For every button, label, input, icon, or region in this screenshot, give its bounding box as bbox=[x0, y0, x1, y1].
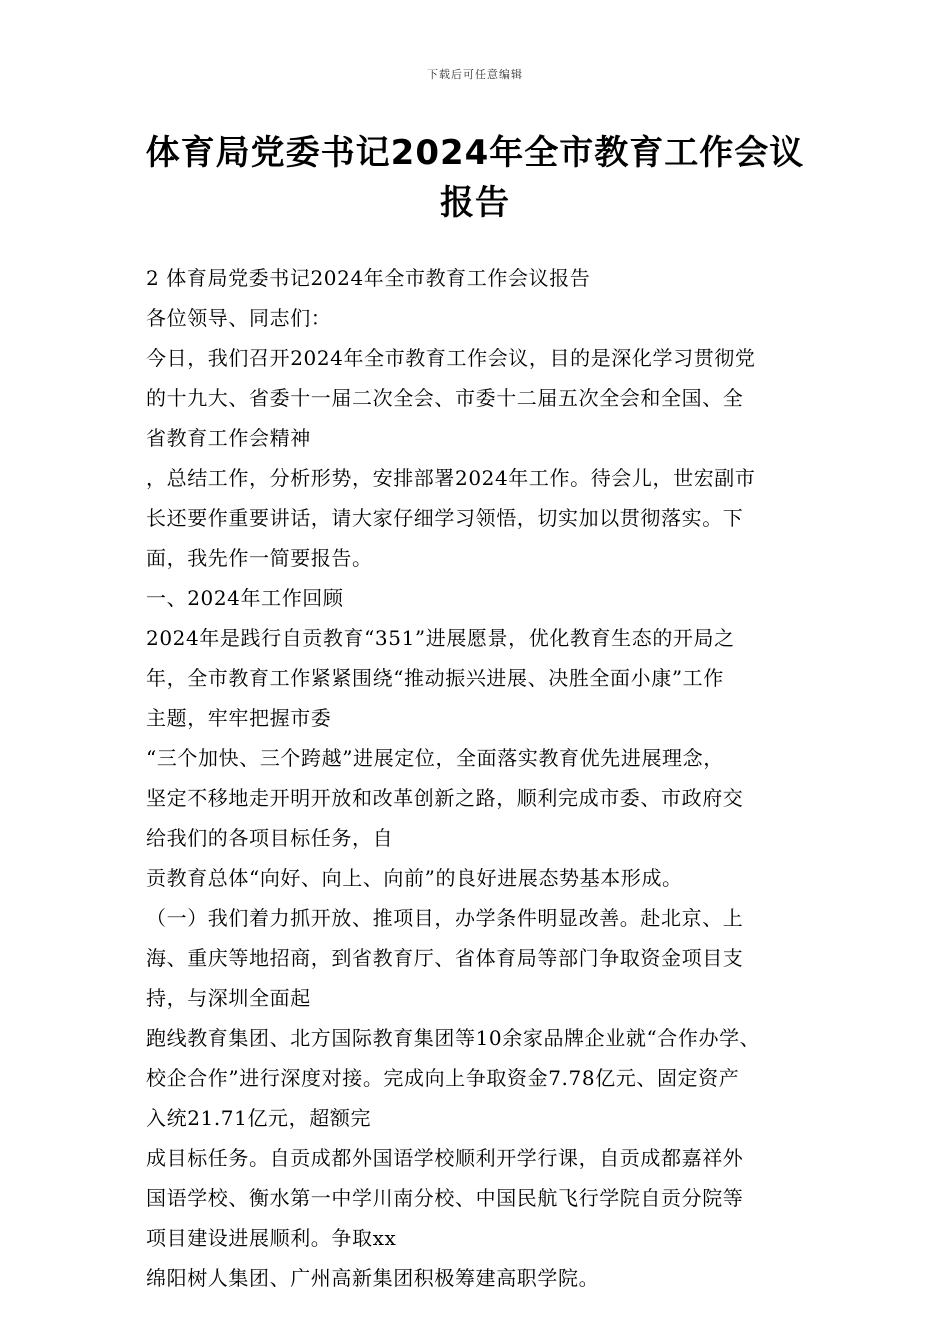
body-line: 绵阳树人集团、广州高新集团积极筹建高职学院。 bbox=[146, 1266, 600, 1290]
body-line: 校企合作”进行深度对接。完成向上争取资金7.78亿元、固定资产 bbox=[146, 1066, 740, 1090]
header-note: 下载后可任意编辑 bbox=[427, 68, 523, 81]
body-line: 海、重庆等地招商，到省教育厅、省体育局等部门争取资金项目支 bbox=[146, 946, 744, 970]
body-line: 主题，牢牢把握市委 bbox=[146, 706, 332, 730]
body-line: 成目标任务。自贡成都外国语学校顺利开学行课，自贡成都嘉祥外 bbox=[146, 1146, 744, 1170]
body-line: 的十九大、省委十一届二次全会、市委十二届五次全会和全国、全 bbox=[146, 386, 744, 410]
body-line: 给我们的各项目标任务，自 bbox=[146, 826, 394, 850]
document-body bbox=[146, 258, 836, 1298]
body-line: 入统21.71亿元，超额完 bbox=[146, 1106, 372, 1130]
body-line: 坚定不移地走开明开放和改革创新之路，顺利完成市委、市政府交 bbox=[146, 786, 744, 810]
title-line-1: 体育局党委书记2024年全市教育工作会议 bbox=[145, 133, 805, 173]
body-line: 面，我先作一简要报告。 bbox=[146, 546, 373, 570]
body-line: 长还要作重要讲话，请大家仔细学习领悟，切实加以贯彻落实。下 bbox=[146, 506, 744, 530]
body-line: 国语学校、衡水第一中学川南分校、中国民航飞行学院自贡分院等 bbox=[146, 1186, 744, 1210]
body-line: 项目建设进展顺利。争取xx bbox=[146, 1226, 397, 1250]
body-line: ，总结工作，分析形势，安排部署2024年工作。待会儿，世宏副市 bbox=[146, 466, 756, 490]
document-title bbox=[120, 128, 830, 228]
subsection-line: （一）我们着力抓开放、推项目，办学条件明显改善。赴北京、上 bbox=[146, 906, 744, 930]
body-line: 2024年是践行自贡教育“351”进展愿景，优化教育生态的开局之 bbox=[146, 626, 735, 650]
body-line: 贡教育总体“向好、向上、向前”的良好进展态势基本形成。 bbox=[146, 866, 683, 890]
salutation-line: 各位领导、同志们： bbox=[146, 306, 332, 330]
body-line: 持，与深圳全面起 bbox=[146, 986, 311, 1010]
body-line: 年，全市教育工作紧紧围绕“推动振兴进展、决胜全面小康”工作 bbox=[146, 666, 724, 690]
subtitle-line: 2 体育局党委书记2024年全市教育工作会议报告 bbox=[146, 266, 591, 290]
section-heading: 一、2024年工作回顾 bbox=[146, 586, 344, 610]
body-line: 今日，我们召开2024年全市教育工作会议，目的是深化学习贯彻党 bbox=[146, 346, 756, 370]
body-line: 省教育工作会精神 bbox=[146, 426, 311, 450]
title-line-2: 报告 bbox=[440, 183, 510, 223]
body-line: “三个加快、三个跨越”进展定位，全面落实教育优先进展理念， bbox=[146, 746, 724, 770]
body-line: 跑线教育集团、北方国际教育集团等10余家品牌企业就“合作办学、 bbox=[146, 1026, 761, 1050]
